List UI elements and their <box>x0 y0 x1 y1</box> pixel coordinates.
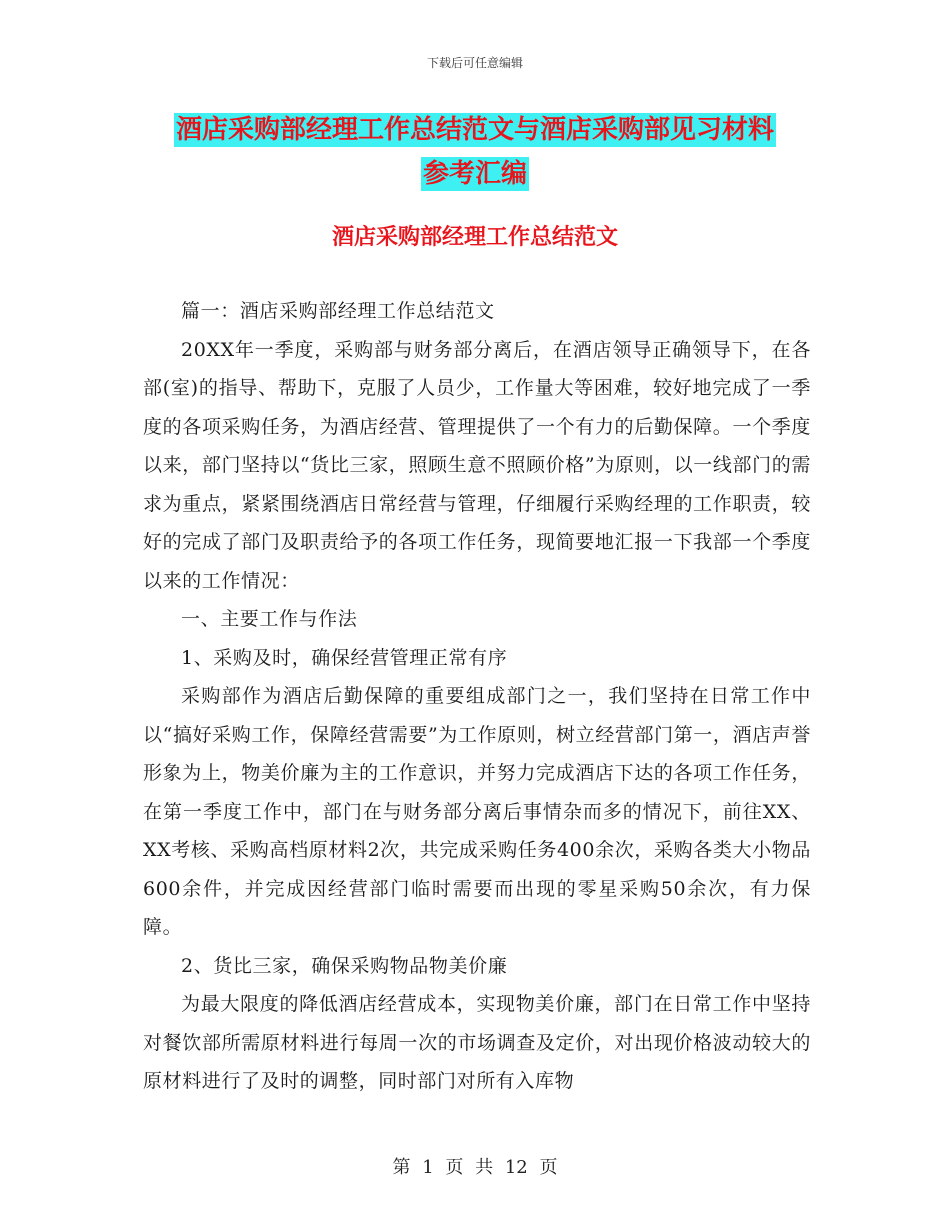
paragraph: 1、采购及时，确保经营管理正常有序 <box>181 646 508 669</box>
page-footer: 第 1 页 共 12 页 <box>392 1157 558 1178</box>
paragraph: 2、货比三家，确保采购物品物美价廉 <box>181 954 508 977</box>
title-line-1: 酒店采购部经理工作总结范文与酒店采购部见习材料 <box>175 115 774 145</box>
header-note: 下载后可任意编辑 <box>426 56 523 70</box>
section-title: 酒店采购部经理工作总结范文 <box>331 225 618 250</box>
title-line-2: 参考汇编 <box>422 159 527 189</box>
paragraph: 一、主要工作与作法 <box>181 608 358 630</box>
body-text <box>143 292 811 1101</box>
paragraph: 采购部作为酒店后勤保障的重要组成部门之一，我们坚持在日常工作中以“搞好采购工作，保障经营需要”为工作原则，树立经营部门第一，酒店声誉形象为上，物美价廉为主的工作意识，并努力完成酒店下达的各项工作任务，在第一季度工作中，部门在与财务部分离后事情杂而多的情况下，前往XX、XX考核、采购高档原材料2次，共完成采购任务400余次，采购各类大小物品600余件，并完成因经营部门临时需要而出现的零星采购50余次，有力保障。 <box>143 685 811 938</box>
paragraph: 篇一：酒店采购部经理工作总结范文 <box>181 300 495 322</box>
document-title <box>0 108 950 196</box>
paragraph: 为最大限度的降低酒店经营成本，实现物美价廉，部门在日常工作中坚持对餐饮部所需原材料进行每周一次的市场调查及定价，对出现价格波动较大的原材料进行了及时的调整，同时部门对所有入库物 <box>143 993 811 1092</box>
paragraph: 20XX年一季度，采购部与财务部分离后，在酒店领导正确领导下，在各部(室)的指导、帮助下，克服了人员少，工作量大等困难，较好地完成了一季度的各项采购任务，为酒店经营、管理提供了一个有力的后勤保障。一个季度以来，部门坚持以“货比三家，照顾生意不照顾价格”为原则，以一线部门的需求为重点，紧紧围绕酒店日常经营与管理，仔细履行采购经理的工作职责，较好的完成了部门及职责给予的各项工作任务，现简要地汇报一下我部一个季度以来的工作情况： <box>143 338 811 592</box>
